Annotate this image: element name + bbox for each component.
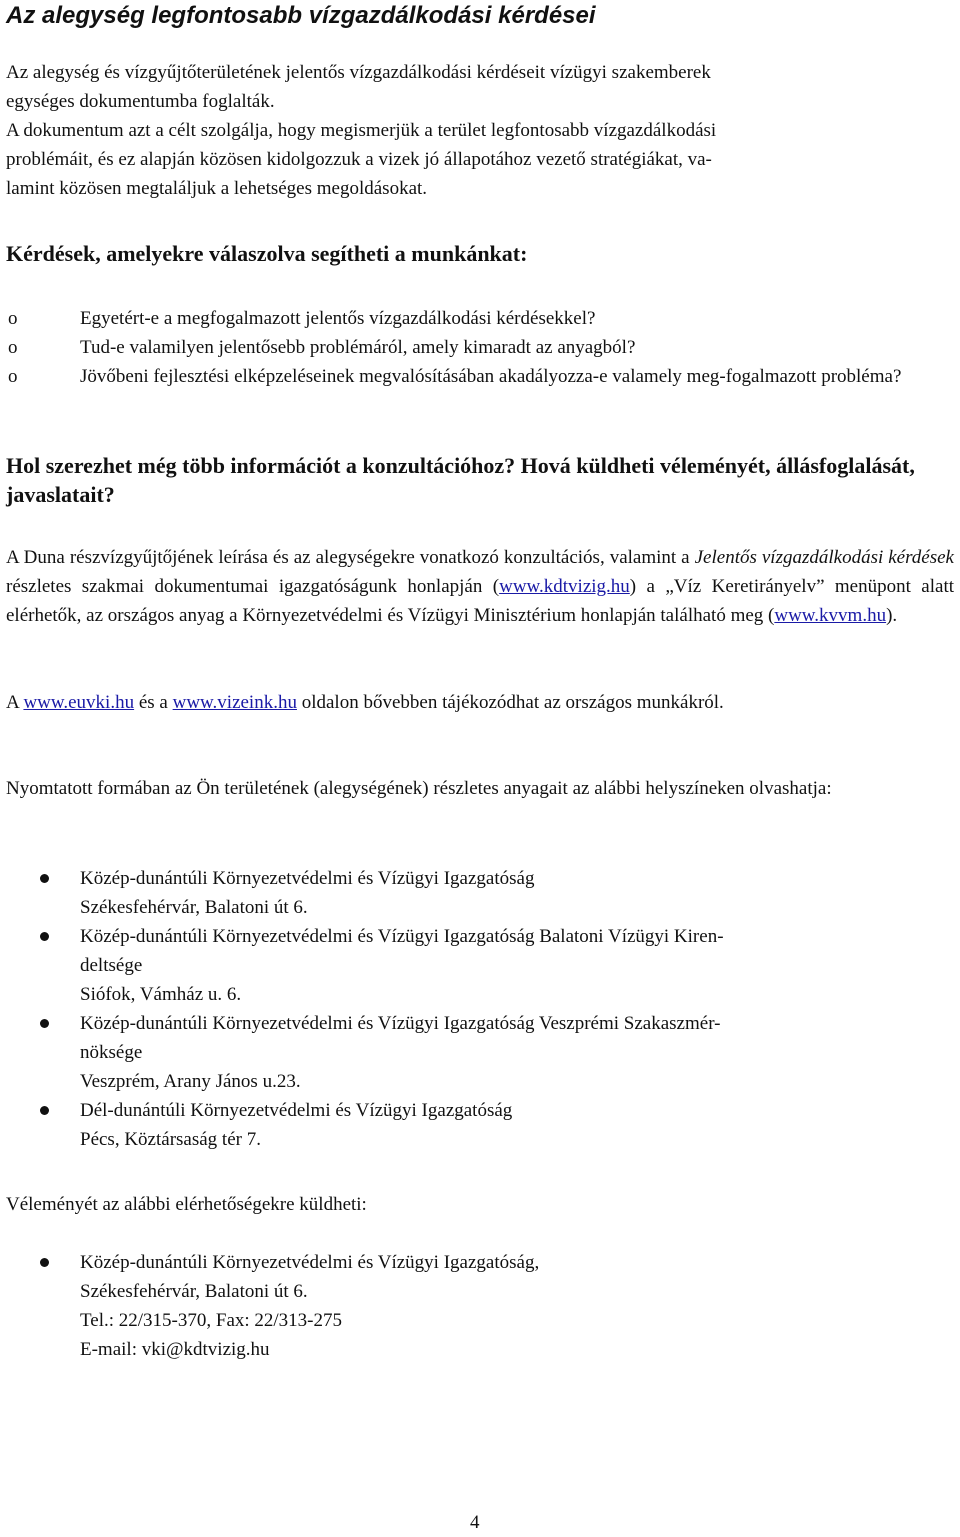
duna-text: részletes szakmai dokumentumai igazgatóságunk honlapján (: [6, 576, 500, 597]
location-line: Székesfehérvár, Balatoni út 6.: [80, 897, 308, 918]
location-line: Dél-dunántúli Környezetvédelmi és Vízügyi Igazgatóság: [80, 1100, 513, 1121]
kdtvizig-link[interactable]: www.kdtvizig.hu: [499, 576, 630, 597]
list-item: [0, 864, 950, 922]
question-text: Tud-e valamilyen jelentősebb problémáról, amely kimaradt az anyagból?: [80, 337, 636, 358]
national-paragraph: [6, 688, 954, 717]
intro-line: lamint közösen megtaláljuk a lehetséges megoldásokat.: [6, 178, 428, 199]
intro-line: A dokumentum azt a célt szolgálja, hogy megismerjük a terület legfontosabb vízgazdálkodási: [6, 120, 717, 141]
location-line: Veszprém, Arany János u.23.: [80, 1071, 301, 1092]
contacts-list: [0, 1248, 950, 1364]
contact-line: Székesfehérvár, Balatoni út 6.: [80, 1281, 308, 1302]
national-text: oldalon bővebben tájékozódhat az országos munkákról.: [296, 692, 724, 713]
intro-line: Az alegység és vízgyűjtőterületének jelentős vízgazdálkodási kérdéseit vízügyi szakemberek: [6, 62, 711, 83]
location-line: deltsége: [80, 955, 143, 976]
contact-line: E-mail: vki@kdtvizig.hu: [80, 1339, 270, 1360]
list-item: [0, 1009, 950, 1096]
duna-text: A Duna részvízgyűjtőjének leírása és az alegységekre vonatkozó konzultációs, valamint a: [6, 547, 695, 568]
locations-list: [0, 864, 950, 1154]
location-line: Pécs, Köztársaság tér 7.: [80, 1129, 261, 1150]
duna-text: ) a „Víz Keretirányelv” menüpont alatt elérhetők, az országos anyag a Környezetvédelmi és Vízügyi Minisztérium honlapján található meg (: [6, 576, 955, 626]
duna-text: ).: [886, 605, 898, 626]
circle-bullet-icon: o: [8, 308, 18, 329]
national-text: és a: [134, 692, 173, 713]
euvki-link[interactable]: www.euvki.hu: [23, 692, 135, 713]
circle-bullet-icon: o: [8, 337, 18, 358]
page-number: 4: [470, 1512, 480, 1533]
location-line: nöksége: [80, 1042, 143, 1063]
printed-paragraph: Nyomtatott formában az Ön területének (alegységének) részletes anyagait az alábbi helyszíneken olvashatja:: [6, 778, 832, 799]
intro-line: egységes dokumentumba foglalták.: [6, 91, 275, 112]
location-line: Közép-dunántúli Környezetvédelmi és Vízügyi Igazgatóság: [80, 868, 535, 889]
duna-italic-title: Jelentős vízgazdálkodási kérdések: [694, 547, 954, 568]
intro-paragraph: [6, 58, 954, 203]
bullet-icon: [40, 874, 49, 883]
list-item: [0, 1248, 950, 1364]
question-text: Jövőbeni fejlesztési elképzeléseinek megvalósításában akadályozza-e valamely meg-fogalmazott probléma?: [80, 366, 902, 387]
question-text: Egyetért-e a megfogalmazott jelentős vízgazdálkodási kérdésekkel?: [80, 308, 596, 329]
bullet-icon: [40, 1019, 49, 1028]
bullet-icon: [40, 932, 49, 941]
contact-line: Közép-dunántúli Környezetvédelmi és Vízügyi Igazgatóság,: [80, 1252, 540, 1273]
location-line: Közép-dunántúli Környezetvédelmi és Vízügyi Igazgatóság Veszprémi Szakaszmér-: [80, 1013, 721, 1034]
info-heading: Hol szerezhet még több információt a konzultációhoz? Hová küldheti véleményét, állásfoglalását, javaslatait?: [6, 453, 915, 507]
list-item: [0, 1096, 950, 1154]
list-item: [0, 333, 950, 362]
circle-bullet-icon: o: [8, 366, 18, 387]
duna-paragraph: [6, 543, 954, 630]
contact-line: Tel.: 22/315-370, Fax: 22/313-275: [80, 1310, 343, 1331]
national-text: A: [6, 692, 24, 713]
list-item: [0, 304, 950, 333]
list-item: [0, 922, 950, 1009]
opinion-paragraph: Véleményét az alábbi elérhetőségekre küldheti:: [6, 1194, 367, 1215]
location-line: Közép-dunántúli Környezetvédelmi és Vízügyi Igazgatóság Balatoni Vízügyi Kiren-: [80, 926, 724, 947]
location-line: Siófok, Vámház u. 6.: [80, 984, 242, 1005]
intro-line: problémáit, és ez alapján közösen kidolgozzuk a vizek jó állapotához vezető stratégiákat, va-: [6, 149, 712, 170]
vizeink-link[interactable]: www.vizeink.hu: [172, 692, 297, 713]
bullet-icon: [40, 1258, 49, 1267]
bullet-icon: [40, 1106, 49, 1115]
page-title: Az alegység legfontosabb vízgazdálkodási kérdései: [6, 2, 596, 29]
kvvm-link[interactable]: www.kvvm.hu: [774, 605, 887, 626]
list-item: [0, 362, 950, 391]
questions-list: [0, 304, 950, 391]
questions-heading: Kérdések, amelyekre válaszolva segítheti a munkánkat:: [6, 241, 528, 266]
